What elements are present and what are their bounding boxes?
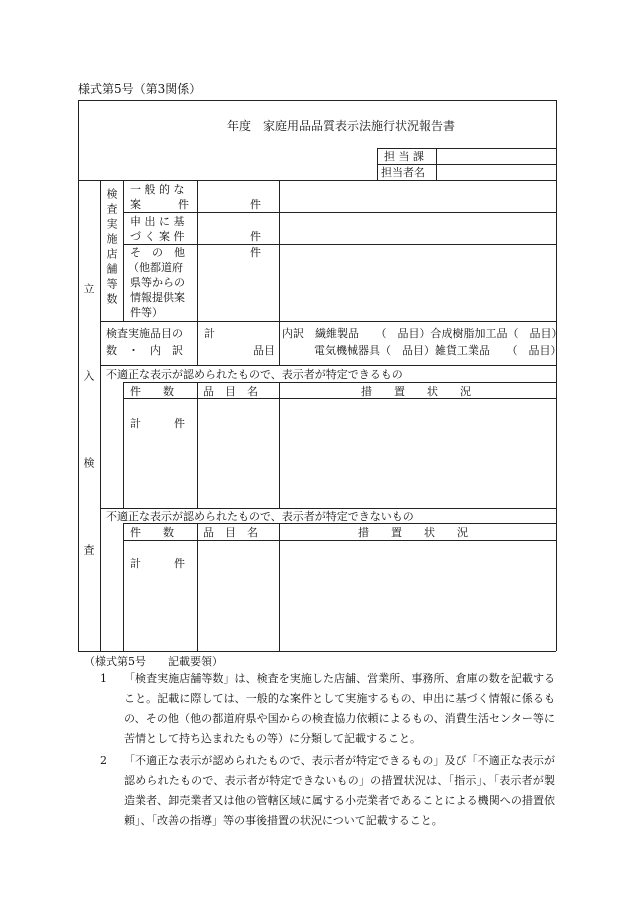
general-label-2: 案 件 <box>130 198 194 211</box>
items-label-2: 数 ・ 内 訳 <box>106 344 183 357</box>
section-b-count-header: 件 数 <box>130 526 174 539</box>
other-unit: 件 <box>250 246 261 259</box>
items-label-1: 検査実施品目の <box>106 327 183 340</box>
person-label: 担当者名 <box>381 166 425 179</box>
notes-list <box>100 669 555 831</box>
section-a-measure-header: 措 置 状 況 <box>361 385 471 398</box>
notes-heading: （様式第5号 記載要領） <box>84 655 223 668</box>
complaint-label-2: づ く 案 件 <box>130 230 185 243</box>
items-total-label: 計 <box>204 327 215 340</box>
other-label-2: （他都道府 <box>128 261 183 274</box>
section-a-item-field[interactable] <box>198 399 278 507</box>
section-b-measure-field[interactable] <box>280 541 555 650</box>
section-a-item-header: 品 目 名 <box>203 385 258 398</box>
general-count-field[interactable] <box>198 181 248 211</box>
section-b-measure-header: 措 置 状 況 <box>358 526 468 539</box>
section-a-count-header: 件 数 <box>130 385 174 398</box>
complaint-label-1: 申 出 に 基 <box>130 215 185 228</box>
complaint-count-field[interactable] <box>198 213 248 243</box>
section-b-total: 計 件 <box>130 557 185 570</box>
section-a-title: 不適正な表示が認められたもので、表示者が特定できるもの <box>106 368 403 381</box>
dept-label: 担 当 課 <box>384 150 424 163</box>
other-count-field[interactable] <box>198 260 278 320</box>
section-b-item-field[interactable] <box>198 541 278 650</box>
general-unit: 件 <box>250 198 261 211</box>
section-b-item-header: 品 目 名 <box>203 526 258 539</box>
form-number-label: 様式第5号（第3関係） <box>78 82 202 96</box>
store-count-label: 検査実施店舗等数 <box>105 188 118 308</box>
other-label-5: 件等） <box>130 306 163 319</box>
person-field[interactable] <box>437 165 555 179</box>
section-b-title: 不適正な表示が認められたもので、表示者が特定できないもの <box>106 510 414 523</box>
note-number: 1 <box>100 672 107 685</box>
note-number: 2 <box>100 754 107 767</box>
section-a-measure-field[interactable] <box>280 399 555 507</box>
on-site-inspection-label: 立入検査 <box>82 283 95 631</box>
report-title: 年度 家庭用品品質表示法施行状況報告書 <box>227 119 456 133</box>
complaint-unit: 件 <box>250 230 261 243</box>
section-a-total: 計 件 <box>130 417 185 430</box>
other-label-1: そ の 他 <box>130 246 185 259</box>
note-item <box>100 669 555 749</box>
items-breakdown-2: 電気機械器具（ 品目）雑貨工業品 （ 品目） <box>314 344 562 357</box>
note-text: 「不適正な表示が認められたもので、表示者が特定できるもの」及び「不適正な表示が認められたもので、表示者が特定できないもの」の措置状況は、「指示」、「表示者が製造業者、卸売業者又は他の管轄区域に属する小売業者であることによる機関への措置依頼」、「改善の指導」等の事後措置の状況について記載すること。 <box>124 754 555 827</box>
general-label-1: 一 般 的 な <box>130 183 185 196</box>
other-label-3: 県等からの <box>130 276 185 289</box>
note-item <box>100 751 555 831</box>
dept-field[interactable] <box>437 149 555 163</box>
note-text: 「検査実施店舗等数」は、検査を実施した店舗、営業所、事務所、倉庫の数を記載すること。記載に際しては、一般的な案件として実施するもの、申出に基づく情報に係るもの、その他（他の都道府県や国からの検査協力依頼によるもの、消費生活センター等に苦情として持ち込まれたもの等）に分類して記載すること。 <box>124 672 555 745</box>
items-breakdown-1: 内訳 繊維製品 （ 品目）合成樹脂加工品（ 品目） <box>282 327 563 340</box>
items-total-unit: 品目 <box>253 344 275 357</box>
other-label-4: 情報提供案 <box>130 291 185 304</box>
